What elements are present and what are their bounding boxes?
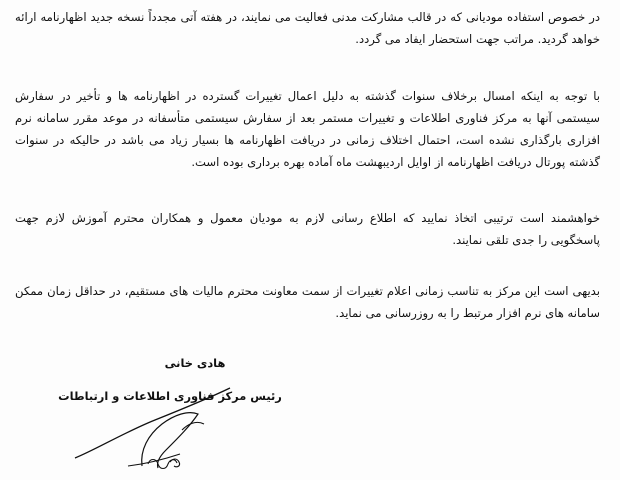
paragraph-update-commitment: بدیهی است این مرکز به تناسب زمانی اعلام تغییرات از سمت معاونت محترم مالیات های مستقیم، در حداقل زمان ممکن سامانه های نرم افزار مرتبط را به روزرسانی می نماید. bbox=[15, 284, 600, 320]
paragraph-request: خواهشمند است ترتیبی اتخاذ نمایید که اطلاع رسانی لازم به مودیان معمول و همکاران محترم آموزش لازم جهت پاسخگویی را جدی تلقی نمایند. bbox=[15, 211, 600, 247]
paragraph-participation-note: در خصوص استفاده مودیانی که در قالب مشارکت مدنی فعالیت می نمایند، در هفته آتی مجدداً نسخه جدید اظهارنامه ارائه خواهد گردید. مراتب جهت استحضار ایفاد می گردد. bbox=[15, 10, 600, 46]
signatory-title: رئیس مرکز فناوری اطلاعات و ارتباطات bbox=[58, 389, 282, 403]
paragraph-delay-explanation: با توجه به اینکه امسال برخلاف سنوات گذشته به دلیل اعمال تغییرات گسترده در اظهارنامه ها و تأخیر در سفارش سیستمی آنها به مرکز فناوری اطلاعات و تغییرات مستمر بعد از سفارش سیستمی متأسفانه در موعد مقرر سامانه نرم افزاری بارگذاری نشده است، احتمال اختلاف زمانی در دریافت اظهارنامه ها بسیار زیاد می باشد در حالیکه در سنوات گذشته پورتال دریافت اظهارنامه از اوایل اردیبهشت ماه آماده بهره برداری بوده است. bbox=[15, 89, 600, 169]
handwritten-signature bbox=[70, 380, 240, 475]
signatory-name: هادی خانی bbox=[164, 356, 226, 370]
